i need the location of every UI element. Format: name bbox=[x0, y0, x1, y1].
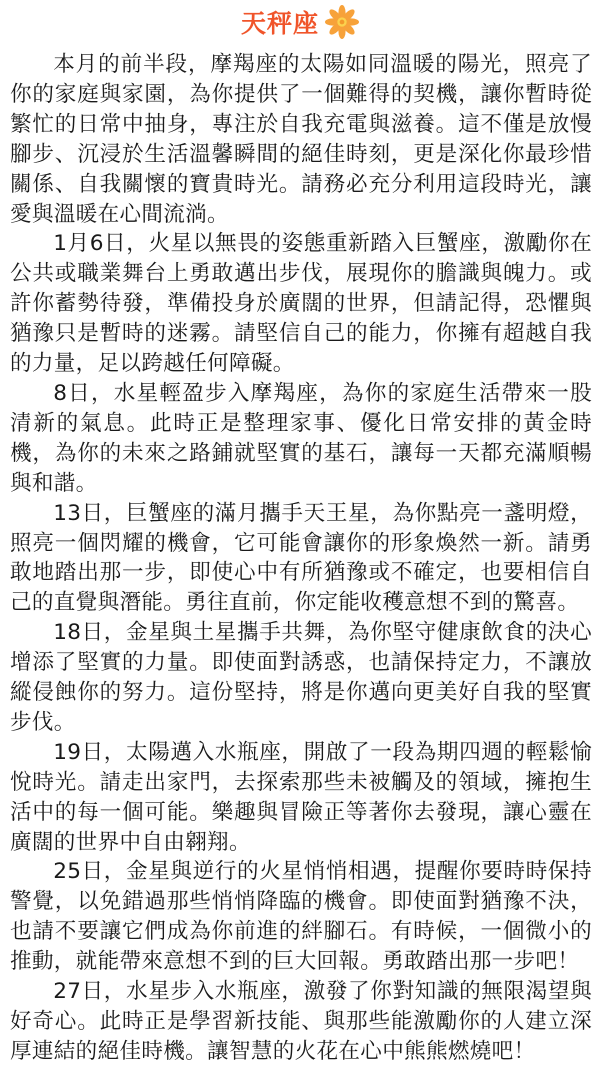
paragraph-jan-19: 19日，太陽邁入水瓶座，開啟了一段為期四週的輕鬆愉悅時光。請走出家門，去探索那些未被觸及的領域，擁抱生活中的每一個可能。樂趣與冒險正等著你去發現，讓心靈在廣闊的世界中自由翱翔。 bbox=[10, 739, 592, 855]
paragraph-intro: 本月的前半段，摩羯座的太陽如同溫暖的陽光，照亮了你的家庭與家園，為你提供了一個難得的契機，讓你暫時從繁忙的日常中抽身，專注於自我充電與滋養。這不僅是放慢腳步、沉浸於生活溫馨瞬間的絕佳時刻，更是深化你最珍惜關係、自我關懷的寶貴時光。請務必充分利用這段時光，讓愛與溫暖在心間流淌。 bbox=[10, 52, 592, 227]
page-title: 天秤座 bbox=[240, 9, 319, 38]
paragraph-jan-27: 27日，水星步入水瓶座，激發了你對知識的無限渴望與好奇心。此時正是學習新技能、與那些能激勵你的人建立深厚連結的絕佳時機。讓智慧的火花在心中熊熊燃燒吧！ bbox=[10, 979, 592, 1064]
flower-icon bbox=[325, 5, 359, 39]
page-header bbox=[0, 0, 600, 44]
paragraph-jan-25: 25日，金星與逆行的火星悄悄相遇，提醒你要時時保持警覺，以免錯過那些悄悄降臨的機會。即使面對猶豫不決，也請不要讓它們成為你前進的絆腳石。有時候，一個微小的推動，就能帶來意想不到的巨大回報。勇敢踏出那一步吧！ bbox=[10, 859, 592, 975]
paragraph-jan-8: 8日，水星輕盈步入摩羯座，為你的家庭生活帶來一股清新的氣息。此時正是整理家事、優化日常安排的黃金時機，為你的未來之路鋪就堅實的基石，讓每一天都充滿順暢與和諧。 bbox=[10, 380, 592, 496]
paragraph-jan-18: 18日，金星與土星攜手共舞，為你堅守健康飲食的決心增添了堅實的力量。即使面對誘惑，也請保持定力，不讓放縱侵蝕你的努力。這份堅持，將是你邁向更美好自我的堅實步伐。 bbox=[10, 620, 592, 735]
paragraph-jan-13: 13日，巨蟹座的滿月攜手天王星，為你點亮一盞明燈，照亮一個閃耀的機會，它可能會讓你的形象煥然一新。請勇敢地踏出那一步，即使心中有所猶豫或不確定，也要相信自己的直覺與潛能。勇往直前，你定能收穫意想不到的驚喜。 bbox=[10, 500, 592, 616]
horoscope-article bbox=[10, 50, 592, 1067]
paragraph-jan-6: 1月6日，火星以無畏的姿態重新踏入巨蟹座，激勵你在公共或職業舞台上勇敢邁出步伐，展現你的膽識與魄力。或許你蓄勢待發，準備投身於廣闊的世界，但請記得，恐懼與猶豫只是暫時的迷霧。請堅信自己的能力，你擁有超越自我的力量，足以跨越任何障礙。 bbox=[10, 231, 592, 377]
